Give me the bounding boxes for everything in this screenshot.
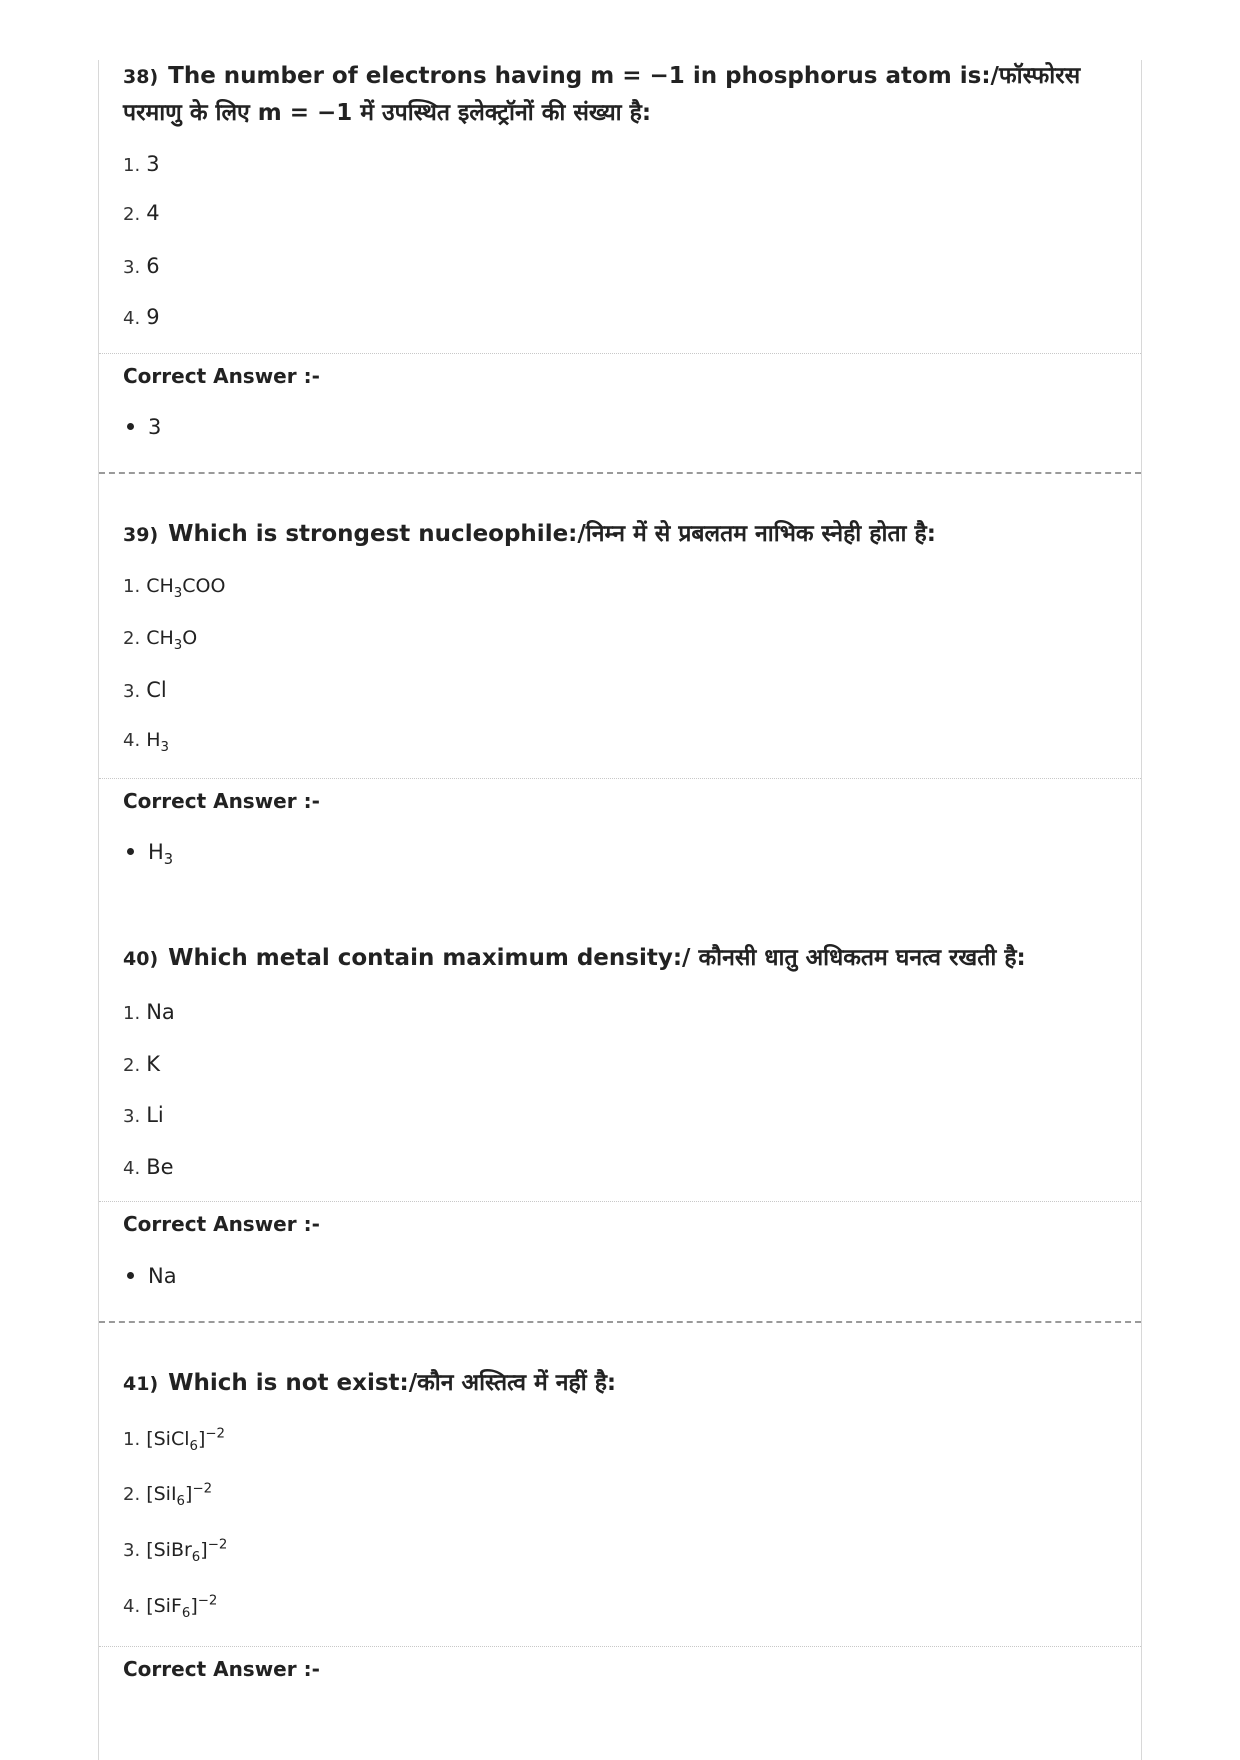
divider xyxy=(99,778,1141,779)
divider xyxy=(99,353,1141,354)
option-2: 2. K xyxy=(123,1052,160,1076)
correct-answer-value: $H_3$ xyxy=(127,838,173,866)
option-3: 3. Li xyxy=(123,1103,164,1127)
page-right-border xyxy=(1141,60,1142,1760)
option-1: 1. 3 xyxy=(123,152,160,176)
question-text-line2: परमाणु के लिए m = −1 में उपस्थित इलेक्ट्रॉनों की संख्या है: xyxy=(123,100,652,126)
bullet-icon xyxy=(127,848,134,855)
question-number: 41) xyxy=(123,1373,159,1395)
question-40-title xyxy=(123,940,1123,977)
divider xyxy=(99,1201,1141,1202)
option-4: 4. $[SiF_6]^{-2}$ xyxy=(123,1593,218,1621)
option-2: 2. 4 xyxy=(123,201,160,225)
bullet-icon xyxy=(127,1272,134,1279)
divider xyxy=(99,1646,1141,1647)
question-separator xyxy=(99,1321,1141,1323)
option-2: 2. $CH_3O$ xyxy=(123,627,198,653)
question-41-title xyxy=(123,1365,1123,1402)
question-number: 38) xyxy=(123,66,159,88)
option-4: 4. 9 xyxy=(123,305,160,329)
option-4: 4. $H_3$ xyxy=(123,729,169,755)
question-text: The number of electrons having m = −1 in phosphorus atom is:/फॉस्फोरस xyxy=(168,63,1081,89)
option-2: 2. $[SiI_6]^{-2}$ xyxy=(123,1481,213,1509)
correct-answer-label: Correct Answer :- xyxy=(123,1212,320,1236)
option-1: 1. $CH_3COO$ xyxy=(123,575,226,601)
question-separator xyxy=(99,472,1141,474)
question-38-title xyxy=(123,58,1123,131)
correct-answer-label: Correct Answer :- xyxy=(123,364,320,388)
question-39-title xyxy=(123,516,1123,553)
bullet-icon xyxy=(127,423,134,430)
option-3: 3. [SiBr$_6$]$^{-2}$ xyxy=(123,1537,228,1565)
question-text: Which metal contain maximum density:/ कौनसी धातु अधिकतम घनत्व रखती है: xyxy=(168,945,1026,971)
correct-answer-label: Correct Answer :- xyxy=(123,1657,320,1681)
option-1: 1. [SiCl$_6$]$^{-2}$ xyxy=(123,1426,225,1454)
correct-answer-value: Na xyxy=(127,1262,177,1290)
question-number: 40) xyxy=(123,948,159,970)
option-3: 3. 6 xyxy=(123,254,160,278)
correct-answer-label: Correct Answer :- xyxy=(123,789,320,813)
option-1: 1. Na xyxy=(123,1000,175,1024)
question-number: 39) xyxy=(123,524,159,546)
page-left-border xyxy=(98,60,99,1760)
correct-answer-value: 3 xyxy=(127,413,161,441)
option-4: 4. Be xyxy=(123,1155,174,1179)
question-text: Which is not exist:/कौन अस्तित्व में नहीं है: xyxy=(168,1370,617,1396)
option-3: 3. Cl xyxy=(123,678,167,702)
question-text: Which is strongest nucleophile:/निम्न में से प्रबलतम नाभिक स्नेही होता है: xyxy=(168,521,936,547)
